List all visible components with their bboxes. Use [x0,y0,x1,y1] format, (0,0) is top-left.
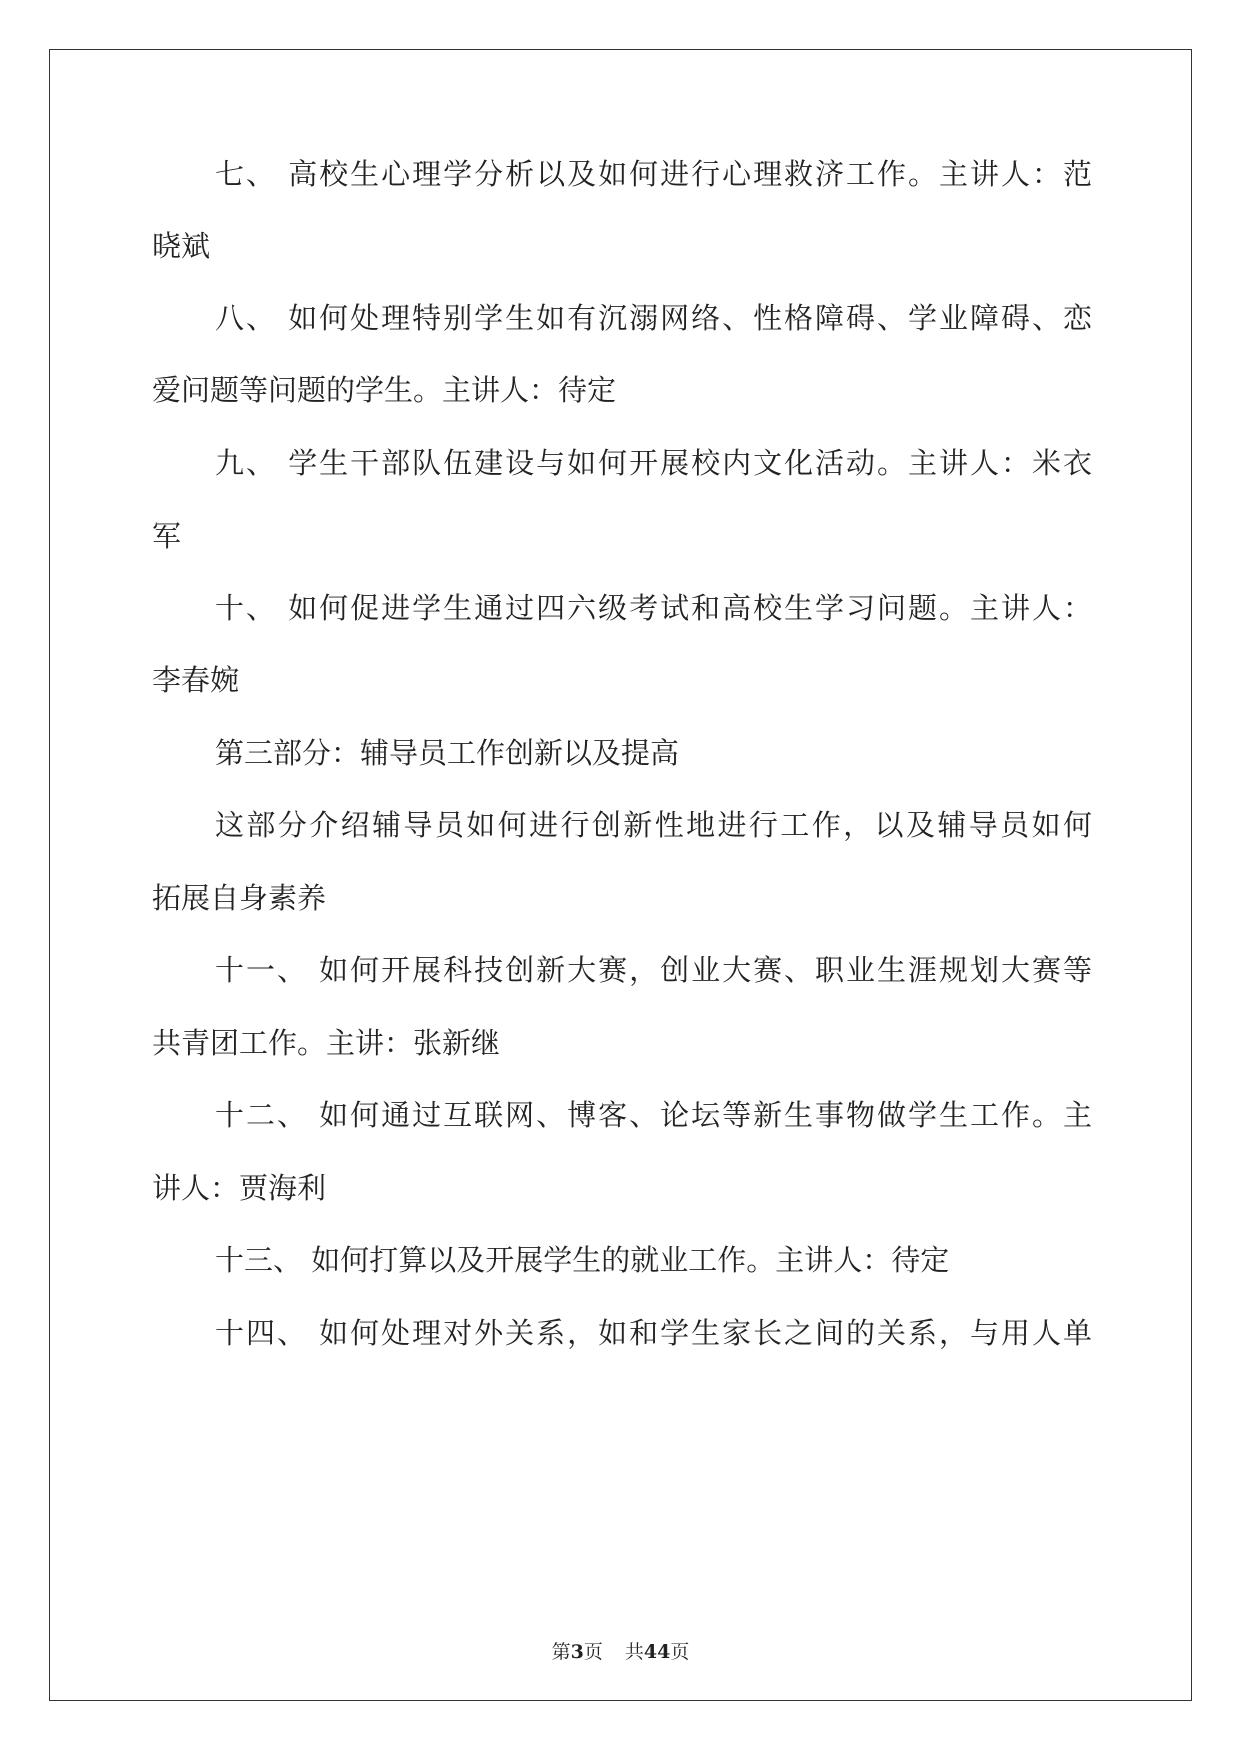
paragraph-line: 这部分介绍辅导员如何进行创新性地进行工作，以及辅导员如何 [215,808,1092,842]
page-footer [0,1640,1241,1664]
paragraph-line: 晓斌 [152,229,211,263]
paragraph-line: 爱问题等问题的学生。主讲人：待定 [152,373,617,407]
section-heading: 第三部分：辅导员工作创新以及提高 [215,736,680,770]
page-suffix: 页 [583,1641,603,1663]
total-prefix: 共 [624,1641,644,1663]
paragraph-line: 十四、 如何处理对外关系，如和学生家长之间的关系，与用人单 [215,1316,1092,1350]
page-prefix: 第 [551,1641,571,1663]
paragraph-line: 军 [152,519,182,553]
paragraph-line: 七、 高校生心理学分析以及如何进行心理救济工作。主讲人：范 [215,157,1092,191]
paragraph-line: 共青团工作。主讲：张新继 [152,1026,501,1060]
current-page-number: 3 [570,1641,584,1663]
paragraph-line: 十二、 如何通过互联网、博客、论坛等新生事物做学生工作。主 [215,1098,1092,1132]
paragraph-line: 十、 如何促进学生通过四六级考试和高校生学习问题。主讲人： [215,591,1092,625]
paragraph-line: 拓展自身素养 [152,881,327,915]
paragraph-line: 李春婉 [152,663,240,697]
paragraph-line: 十一、 如何开展科技创新大赛，创业大赛、职业生涯规划大赛等 [215,953,1092,987]
paragraph-line: 讲人：贾海利 [152,1171,327,1205]
paragraph-line: 十三、 如何打算以及开展学生的就业工作。主讲人：待定 [215,1243,950,1277]
paragraph-line: 九、 学生干部队伍建设与如何开展校内文化活动。主讲人：米衣 [215,446,1092,480]
paragraph-line: 八、 如何处理特别学生如有沉溺网络、性格障碍、学业障碍、恋 [215,301,1092,335]
total-pages-number: 44 [643,1641,671,1663]
total-suffix: 页 [670,1641,690,1663]
page-border [49,49,1192,1701]
